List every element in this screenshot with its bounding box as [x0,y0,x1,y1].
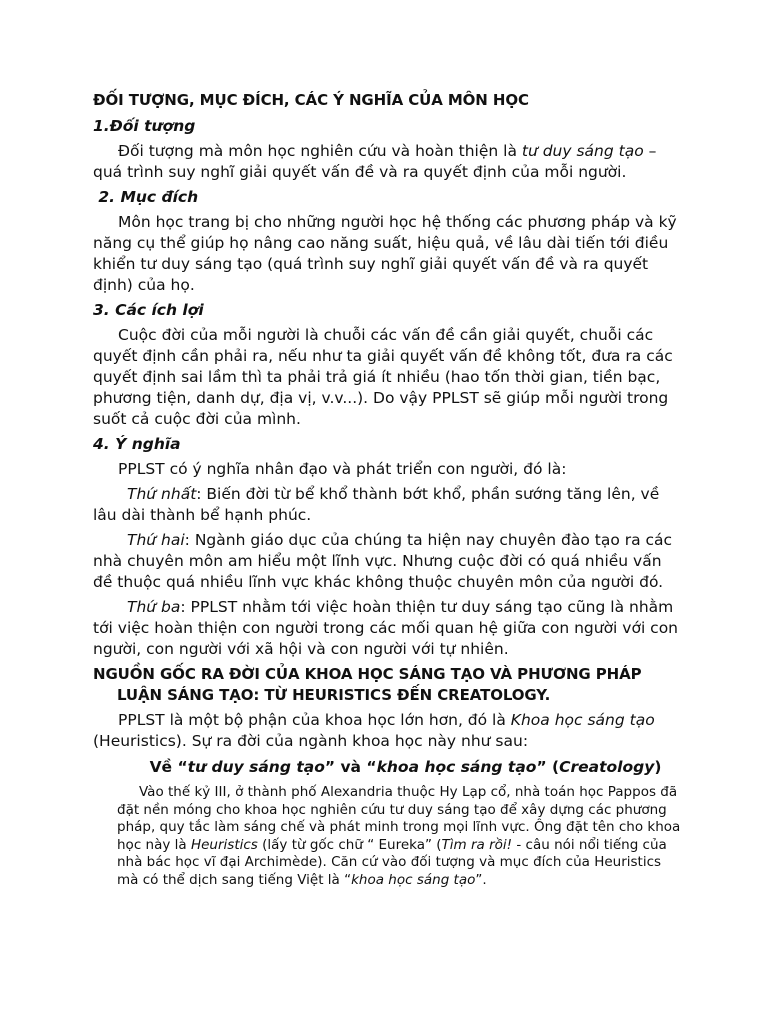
emphasis: Thứ nhất [127,485,197,503]
text-run: Đối tượng mà môn học nghiên cứu và hoàn thiện là [118,142,522,160]
text-run: : Ngành giáo dục của chúng ta hiện nay chuyên đào tạo ra các nhà chuyên môn am hiểu một lĩnh vực. Nhưng cuộc đời có quá nhiều vấn đề thuộc quá nhiều lĩnh vực khác không thuộc chuyên môn của người đó. [93,531,673,591]
emphasis: Khoa học sáng tạo [510,711,655,729]
subsection-title-y-nghia: 4. Ý nghĩa [93,435,181,453]
text-run: Vào thế kỷ III, ở thành phố Alexandria thuộc Hy Lạp cổ, nhà toán học Pappos đã đặt nền móng cho khoa học nghiên cứu tư duy sáng tạo để xây dựng các phương pháp, quy tắc làm sáng chế và phát minh trong mọi lĩnh vực. Ông đặt tên cho khoa học này là [117,784,681,853]
text-run: ” ( [536,758,560,776]
emphasis: Creatology [559,758,655,776]
text-run: : PPLST nhằm tới việc hoàn thiện tư duy sáng tạo cũng là nhằm tới việc hoàn thiện con người trong các mối quan hệ giữa con người với con người, con người với xã hội và con người với tự nhiên. [93,598,679,658]
emphasis: Tìm ra rồi! [441,836,513,853]
paragraph-thu-hai [93,530,678,593]
emphasis: tư duy sáng tạo [187,758,325,776]
centered-title [133,757,678,778]
paragraph-thu-ba [93,597,678,660]
emphasis: khoa học sáng tạo [376,758,537,776]
text-run: – quá trình suy nghĩ giải quyết vấn đề và ra quyết định của mỗi người. [93,142,657,181]
paragraph-doi-tuong [93,141,678,183]
emphasis: Heuristics [190,836,258,853]
text-run: ” và “ [324,758,377,776]
paragraph-pappos [117,784,682,890]
subsection-title-ich-loi: 3. Các ích lợi [93,301,204,319]
text-run: ”. [475,871,487,888]
paragraph-pplst-heuristics [93,710,678,752]
paragraph-muc-dich: Môn học trang bị cho những người học hệ thống các phương pháp và kỹ năng cụ thể giúp họ nâng cao năng suất, hiệu quả, về lâu dài tiến tới điều khiển tư duy sáng tạo (quá trình suy nghĩ giải quyết vấn đề và ra quyết định) của họ. [93,213,677,294]
text-run: Về “ [149,758,188,776]
emphasis: Thứ ba [127,598,181,616]
subsection-title-doi-tuong: 1.Đối tượng [93,117,196,135]
emphasis: tư duy sáng tạo [521,142,644,160]
text-run: : Biến đời từ bể khổ thành bớt khổ, phần sướng tăng lên, về lâu dài thành bể hạnh phúc. [93,485,660,524]
text-run: ) [654,758,662,776]
document-page [93,90,681,890]
paragraph-y-nghia-intro: PPLST có ý nghĩa nhân đạo và phát triển con người, đó là: [118,460,567,478]
text-run: PPLST là một bộ phận của khoa học lớn hơn, đó là [118,711,511,729]
emphasis: khoa học sáng tạo [351,871,476,888]
section-heading-nguon-goc: NGUỒN GỐC RA ĐỜI CỦA KHOA HỌC SÁNG TẠO VÀ PHƯƠNG PHÁP LUẬN SÁNG TẠO: TỪ HEURISTICS ĐẾN CREATOLOGY. [93,665,642,704]
text-run: - câu nói nổi tiếng của nhà bác học vĩ đại Archimède). Căn cứ vào đối tượng và mục đích của Heuristics mà có thể dịch sang tiếng Việt là “ [117,836,667,888]
section-heading: ĐỐI TƯỢNG, MỤC ĐÍCH, CÁC Ý NGHĨA CỦA MÔN HỌC [93,91,529,109]
paragraph-thu-nhat [93,484,678,526]
text-run: (lấy từ gốc chữ “ Eureka” ( [257,836,442,853]
subsection-title-muc-dich: 2. Mục đích [93,188,199,206]
text-run: (Heuristics). Sự ra đời của ngành khoa học này như sau: [93,732,529,750]
emphasis: Thứ hai [127,531,185,549]
paragraph-ich-loi: Cuộc đời của mỗi người là chuỗi các vấn đề cần giải quyết, chuỗi các quyết định cần phải ra, nếu như ta giải quyết vấn đề không tốt, đưa ra các quyết định sai lầm thì ta phải trả giá ít nhiều (hao tốn thời gian, tiền bạc, phương tiện, danh dự, địa vị, v.v...). Do vậy PPLST sẽ giúp mỗi người trong suốt cả cuộc đời của mình. [93,326,673,428]
